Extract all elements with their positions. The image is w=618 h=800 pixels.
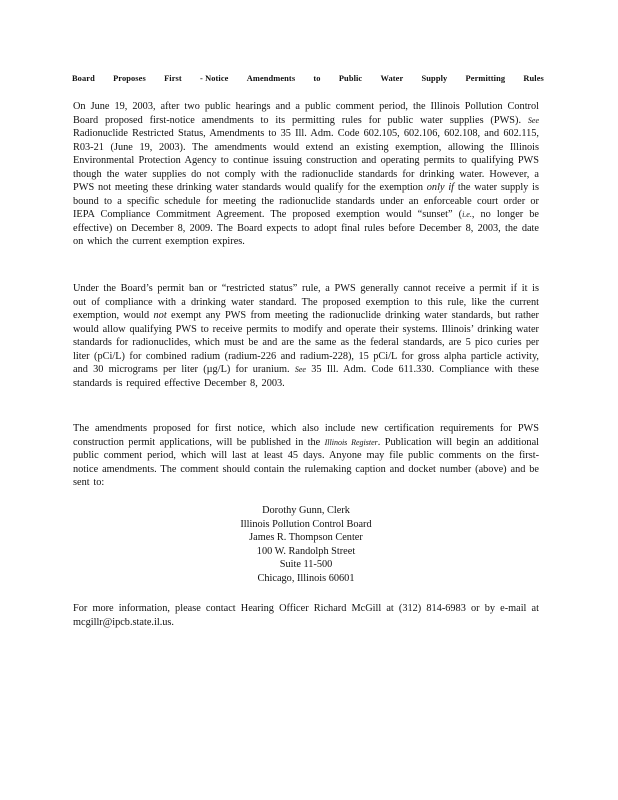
- address-line: Illinois Pollution Control Board: [240, 518, 372, 530]
- title-word: Water: [380, 74, 404, 83]
- title-word: Proposes: [113, 74, 146, 83]
- text-run: On June 19, 2003, after two public hearings and a public comment period, the Illinois Pollution Control Board proposed first-notice amendments to its permitting rules for public water supplies (PWS).: [73, 101, 539, 126]
- title-word: Public: [338, 74, 363, 83]
- paragraph-proposal: [73, 100, 539, 249]
- text-run: 35 Ill. Adm. Code 611.330. Compliance with these standards is required effective December 8, 2003.: [73, 364, 539, 389]
- publication-name: Illinois Register: [324, 437, 378, 447]
- address-line: 100 W. Randolph Street: [256, 545, 356, 557]
- mailing-address: [73, 504, 539, 585]
- citation-signal: See: [527, 115, 539, 125]
- text-run: exempt any PWS from meeting the radionuclide drinking water standards, but rather would allow qualifying PWS to receive permits to modify and operate their systems. Illinois’ drinking water standards for radionuclides, which must be and are the same as the federal standards, are 5 pico curies per liter (pCi/L) for combined radium (radium-226 and radium-228), 15 pCi/L for gross alpha particle activity, and 30 micrograms per liter (µg/L) for uranium.: [73, 310, 539, 375]
- abbreviation-ie: i.e.: [462, 210, 472, 219]
- title-word: to: [313, 74, 321, 83]
- document-title: [72, 74, 544, 83]
- text-run: the water supply is bound to a specific schedule for meeting the radionuclide standards under an enforceable court order or IEPA Compliance Commitment Agreement. The proposed exemption would “sunset” (: [73, 182, 539, 220]
- emphasis-if: if: [448, 182, 455, 193]
- address-line: Chicago, Illinois 60601: [257, 572, 355, 584]
- address-line: Dorothy Gunn, Clerk: [262, 505, 350, 516]
- text-run: . Publication will begin an additional public comment period, which will last at least 45 days. Anyone may file public comments on the first-notice amendments. The comment should contain the rulemaking caption and docket number (above) and be sent to:: [73, 436, 540, 488]
- title-word: First: [164, 74, 182, 83]
- address-line: James R. Thompson Center: [249, 532, 363, 543]
- text-run: Under the Board’s permit ban or “restricted status” rule, a PWS generally cannot receive a permit if it is out of compliance with a drinking water standard. The proposed exemption to this rule, like the current exemption, would: [73, 283, 539, 321]
- title-word: Permitting: [465, 74, 506, 83]
- title-word: Rules: [523, 74, 544, 83]
- emphasis-not: not: [153, 310, 167, 321]
- text-run: , no longer be effective) on December 8, 2009. The Board expects to adopt final rules before December 8, 2003, the date on which the current exemption expires.: [73, 209, 540, 247]
- text-run: The amendments proposed for first notice, which also include new certification requirements for PWS construction permit applications, will be published in the: [73, 423, 539, 448]
- title-word: Board: [72, 74, 95, 83]
- citation-signal: See: [294, 365, 306, 374]
- paragraph-publication: [73, 422, 539, 490]
- text-run: Radionuclide Restricted Status, Amendments to 35 Ill. Adm. Code 602.105, 602.106, 602.108, and 602.115, R03-21 (June 19, 2003). The amendments would extend an existing exemption, allowing the Illinois Environmental Protection Agency to continue issuing construction and operating permits to qualifying PWS though the water supplies do not comply with the radionuclide standards for drinking water. However, a PWS not meeting these drinking water standards would qualify for the exemption: [73, 128, 539, 193]
- address-line: Suite 11-500: [279, 559, 333, 570]
- title-word: Amendments: [246, 74, 296, 83]
- title-word: - Notice: [200, 74, 229, 83]
- title-word: Supply: [421, 74, 448, 83]
- paragraph-contact: For more information, please contact Hearing Officer Richard McGill at (312) 814-6983 or by e-mail at mcgillr@ipcb.state.il.us.: [73, 603, 539, 628]
- emphasis-only: only: [426, 182, 445, 193]
- paragraph-permit-ban: [73, 282, 539, 390]
